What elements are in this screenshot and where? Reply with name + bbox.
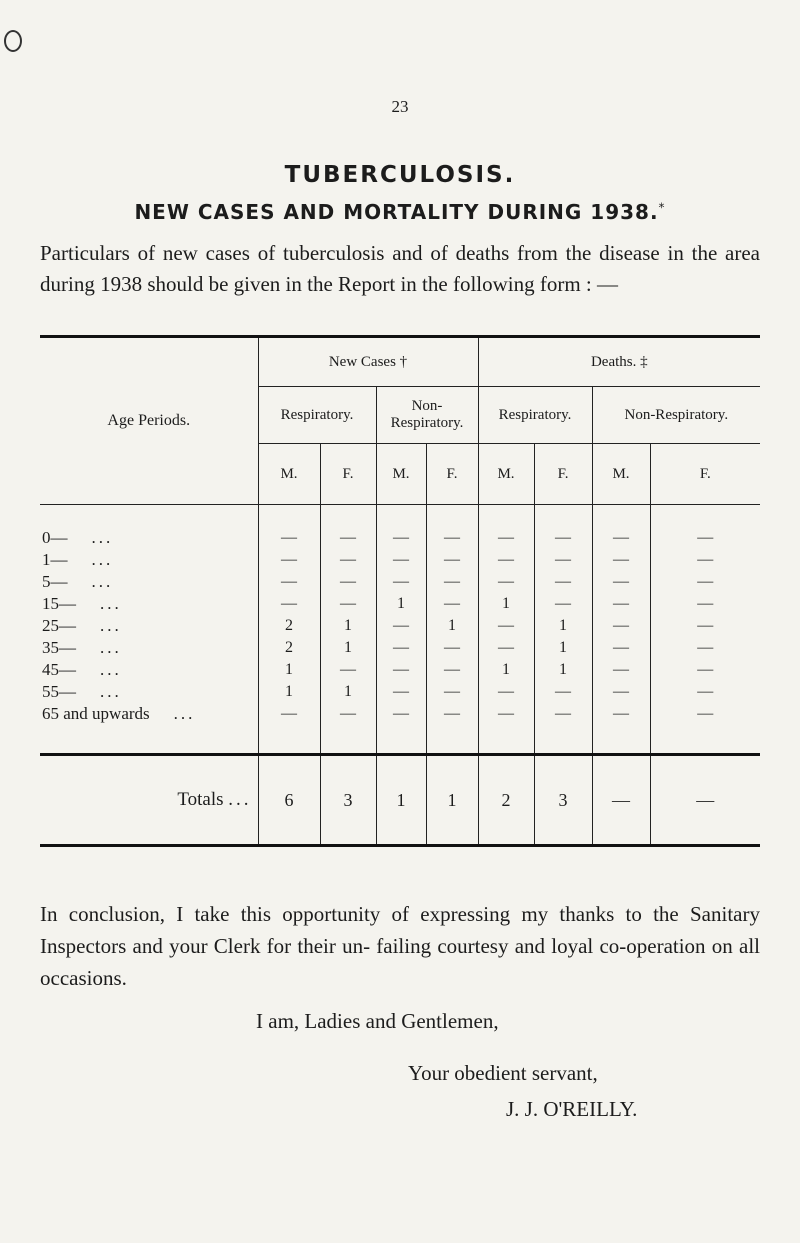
table-cell: — bbox=[478, 549, 534, 571]
table-cell: — bbox=[650, 505, 760, 550]
total-cell: 1 bbox=[376, 755, 426, 846]
age-period-dots: ... bbox=[91, 550, 114, 569]
totals-label-text: Totals bbox=[177, 789, 224, 810]
age-period-cell bbox=[40, 659, 258, 681]
table-cell: — bbox=[592, 593, 650, 615]
age-period-dots: ... bbox=[173, 704, 196, 723]
table-cell: 1 bbox=[426, 615, 478, 637]
table-cell: — bbox=[258, 549, 320, 571]
subtitle-text: NEW CASES AND MORTALITY DURING 1938. bbox=[134, 200, 659, 224]
table-cell: — bbox=[426, 593, 478, 615]
table-cell: — bbox=[592, 615, 650, 637]
table-cell: — bbox=[258, 593, 320, 615]
table-cell: — bbox=[426, 637, 478, 659]
table-row bbox=[40, 571, 760, 593]
table-cell: 1 bbox=[534, 615, 592, 637]
table-cell: — bbox=[592, 659, 650, 681]
table-cell: 1 bbox=[258, 659, 320, 681]
table-cell: — bbox=[534, 549, 592, 571]
table-cell: — bbox=[478, 505, 534, 550]
table-cell: — bbox=[650, 637, 760, 659]
table-cell: 1 bbox=[320, 681, 376, 703]
col-m: M. bbox=[592, 444, 650, 505]
table-cell: — bbox=[592, 637, 650, 659]
age-period-dots: ... bbox=[100, 638, 122, 657]
page-title: TUBERCULOSIS. bbox=[284, 162, 516, 188]
table-cell: — bbox=[592, 505, 650, 550]
age-period-dots: ... bbox=[100, 660, 122, 679]
table-cell: — bbox=[592, 703, 650, 755]
age-period-dots: ... bbox=[100, 616, 122, 635]
table-cell: — bbox=[534, 505, 592, 550]
table-cell: — bbox=[650, 549, 760, 571]
table-cell: — bbox=[650, 593, 760, 615]
age-period-label: 55— bbox=[42, 682, 76, 701]
table-cell: — bbox=[376, 615, 426, 637]
table-cell: — bbox=[592, 549, 650, 571]
table-cell: 2 bbox=[258, 637, 320, 659]
age-period-dots: ... bbox=[100, 682, 122, 701]
table-cell: 1 bbox=[534, 659, 592, 681]
subtitle-footnote-mark: * bbox=[658, 200, 666, 215]
table-cell: — bbox=[534, 593, 592, 615]
total-cell: — bbox=[592, 755, 650, 846]
table-cell: — bbox=[320, 505, 376, 550]
table-cell: — bbox=[426, 681, 478, 703]
table-row bbox=[40, 703, 760, 755]
table-row bbox=[40, 549, 760, 571]
table-row bbox=[40, 593, 760, 615]
table-cell: 1 bbox=[534, 637, 592, 659]
table-cell: — bbox=[478, 571, 534, 593]
table-cell: — bbox=[376, 659, 426, 681]
age-period-cell bbox=[40, 637, 258, 659]
col-f: F. bbox=[320, 444, 376, 505]
col-m: M. bbox=[258, 444, 320, 505]
table-cell: 1 bbox=[320, 615, 376, 637]
table-cell: — bbox=[258, 571, 320, 593]
table-cell: 1 bbox=[258, 681, 320, 703]
total-cell: 2 bbox=[478, 755, 534, 846]
table-cell: — bbox=[650, 615, 760, 637]
new-non-respiratory-header: Non-Respiratory. bbox=[376, 387, 478, 444]
table-cell: — bbox=[376, 681, 426, 703]
table-cell: — bbox=[376, 571, 426, 593]
age-periods-header: Age Periods. bbox=[40, 337, 258, 505]
age-period-label: 1— bbox=[42, 550, 68, 569]
table-cell: — bbox=[426, 571, 478, 593]
table-row bbox=[40, 615, 760, 637]
age-period-label: 35— bbox=[42, 638, 76, 657]
table-cell: 1 bbox=[320, 637, 376, 659]
table-cell: 1 bbox=[376, 593, 426, 615]
age-period-cell bbox=[40, 571, 258, 593]
col-f: F. bbox=[650, 444, 760, 505]
total-cell: 3 bbox=[320, 755, 376, 846]
col-f: F. bbox=[534, 444, 592, 505]
age-period-cell bbox=[40, 681, 258, 703]
age-period-label: 25— bbox=[42, 616, 76, 635]
page-subtitle bbox=[0, 200, 800, 224]
signature: J. J. O'REILLY. bbox=[506, 1097, 638, 1121]
table-cell: — bbox=[426, 505, 478, 550]
table-row bbox=[40, 637, 760, 659]
table-cell: — bbox=[426, 703, 478, 755]
table-cell: 2 bbox=[258, 615, 320, 637]
table-cell: 1 bbox=[478, 593, 534, 615]
age-period-cell bbox=[40, 703, 258, 755]
table-cell: — bbox=[426, 659, 478, 681]
table-cell: 1 bbox=[478, 659, 534, 681]
table-cell: — bbox=[320, 593, 376, 615]
age-period-label: 5— bbox=[42, 572, 68, 591]
table-cell: — bbox=[258, 703, 320, 755]
col-f: F. bbox=[426, 444, 478, 505]
table-cell: — bbox=[650, 703, 760, 755]
age-period-dots: ... bbox=[91, 528, 114, 547]
age-period-dots: ... bbox=[100, 594, 122, 613]
tuberculosis-table bbox=[40, 335, 760, 847]
table-cell: — bbox=[534, 571, 592, 593]
table-cell: — bbox=[258, 505, 320, 550]
age-period-label: 15— bbox=[42, 594, 76, 613]
intro-paragraph: Particulars of new cases of tuberculosis and of deaths from the disease in the area during 1938 should be given in the Report in the following form : — bbox=[40, 241, 760, 296]
totals-label bbox=[40, 755, 258, 846]
table-cell: — bbox=[376, 549, 426, 571]
table-cell: — bbox=[650, 659, 760, 681]
table-cell: — bbox=[650, 681, 760, 703]
page-number: 23 bbox=[391, 97, 409, 116]
conclusion-paragraph: In conclusion, I take this opportunity of expressing my thanks to the Sanitary Inspectors and your Clerk for their un- failing courtesy and loyal co-operation on all occasions. bbox=[40, 902, 760, 990]
total-cell: 1 bbox=[426, 755, 478, 846]
table-cell: — bbox=[478, 681, 534, 703]
closing-servant: Your obedient servant, bbox=[408, 1061, 598, 1085]
age-period-cell bbox=[40, 549, 258, 571]
totals-dots: ... bbox=[228, 789, 252, 810]
age-period-cell bbox=[40, 505, 258, 550]
table-cell: — bbox=[592, 571, 650, 593]
total-cell: — bbox=[650, 755, 760, 846]
table-cell: — bbox=[320, 703, 376, 755]
col-m: M. bbox=[376, 444, 426, 505]
totals-row bbox=[40, 755, 760, 846]
table-cell: — bbox=[478, 615, 534, 637]
age-period-label: 65 and upwards bbox=[42, 704, 150, 723]
closing-salutation: I am, Ladies and Gentlemen, bbox=[256, 1009, 499, 1033]
age-period-cell bbox=[40, 615, 258, 637]
col-m: M. bbox=[478, 444, 534, 505]
age-period-label: 45— bbox=[42, 660, 76, 679]
table-cell: — bbox=[478, 637, 534, 659]
table-cell: — bbox=[320, 549, 376, 571]
table-row bbox=[40, 681, 760, 703]
table-row bbox=[40, 659, 760, 681]
age-period-dots: ... bbox=[91, 572, 114, 591]
punch-hole bbox=[4, 30, 22, 52]
table-cell: — bbox=[376, 637, 426, 659]
table-cell: — bbox=[650, 571, 760, 593]
table-cell: — bbox=[376, 505, 426, 550]
table-body bbox=[40, 505, 760, 755]
table-cell: — bbox=[478, 703, 534, 755]
total-cell: 6 bbox=[258, 755, 320, 846]
table-cell: — bbox=[376, 703, 426, 755]
deaths-non-respiratory-header: Non-Respiratory. bbox=[592, 387, 760, 444]
table-row bbox=[40, 505, 760, 550]
table-cell: — bbox=[320, 659, 376, 681]
table-cell: — bbox=[426, 549, 478, 571]
table-cell: — bbox=[534, 681, 592, 703]
deaths-respiratory-header: Respiratory. bbox=[478, 387, 592, 444]
new-cases-header: New Cases † bbox=[258, 337, 478, 387]
age-period-cell bbox=[40, 593, 258, 615]
deaths-header: Deaths. ‡ bbox=[478, 337, 760, 387]
table-cell: — bbox=[534, 703, 592, 755]
table-cell: — bbox=[320, 571, 376, 593]
tuberculosis-table-wrapper bbox=[40, 335, 760, 847]
age-period-label: 0— bbox=[42, 528, 68, 547]
new-respiratory-header: Respiratory. bbox=[258, 387, 376, 444]
table-cell: — bbox=[592, 681, 650, 703]
total-cell: 3 bbox=[534, 755, 592, 846]
